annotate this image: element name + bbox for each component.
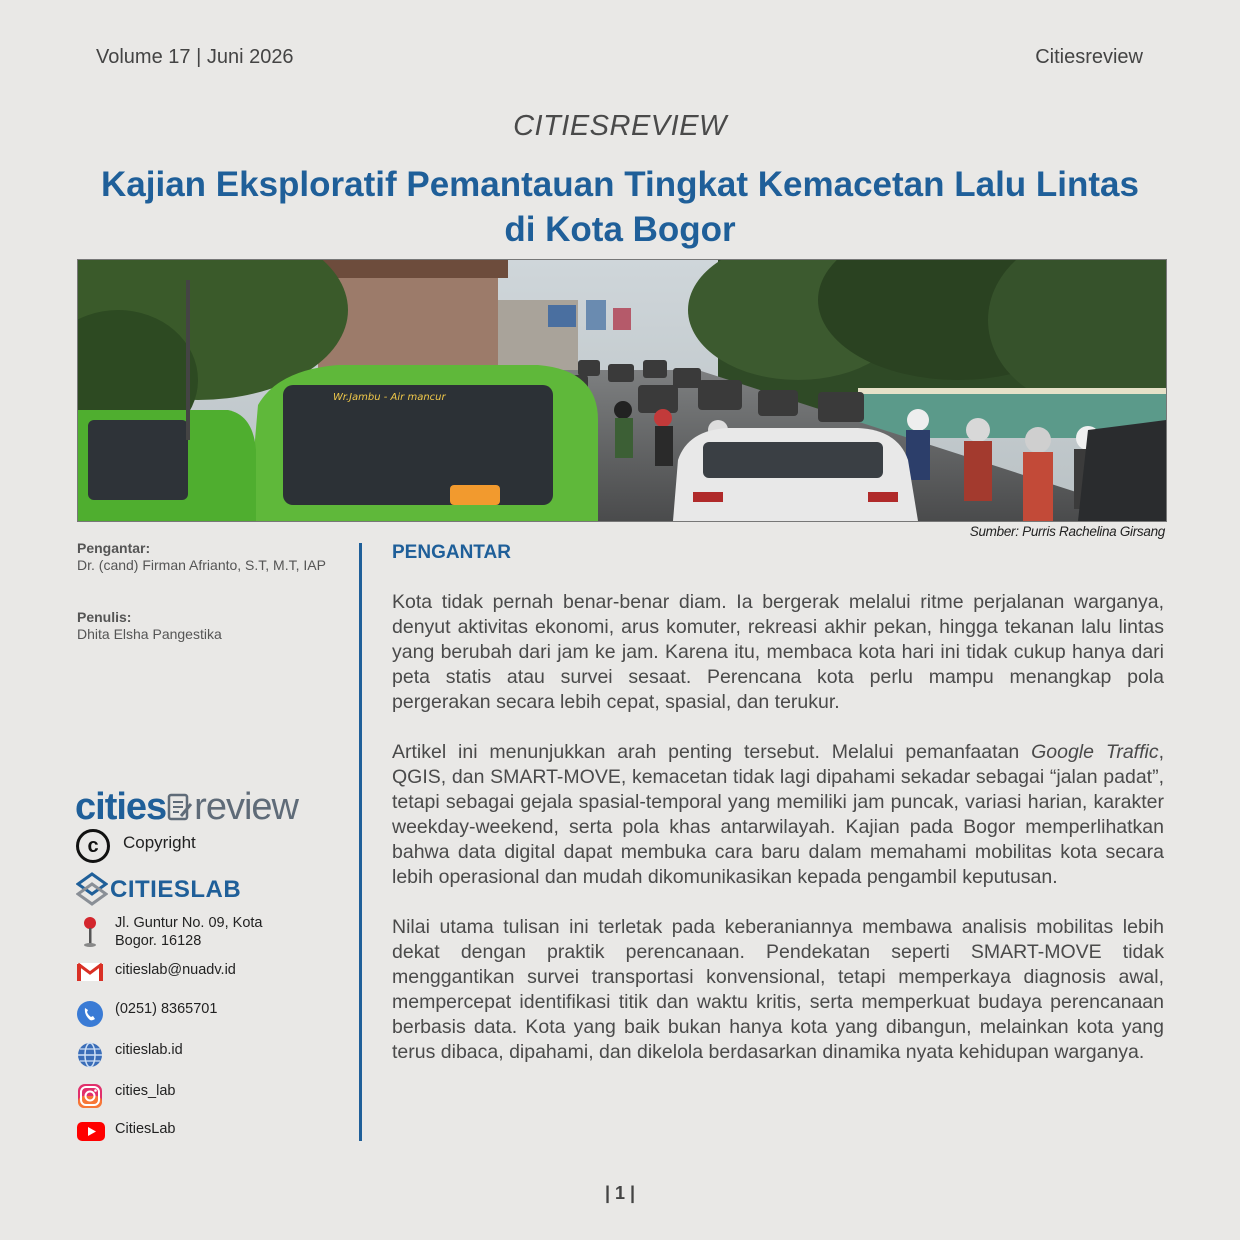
article-title: Kajian Eksploratif Pemantauan Tingkat Kemacetan Lalu Lintas di Kota Bogor: [101, 165, 1139, 249]
phone-text[interactable]: (0251) 8365701: [115, 1001, 218, 1017]
google-traffic-term: Google Traffic: [1031, 741, 1159, 763]
citieslab-name: CITIESLAB: [110, 876, 242, 903]
youtube-icon: [76, 1120, 106, 1150]
page-number: | 1 |: [604, 1183, 636, 1203]
youtube-row[interactable]: [76, 1120, 336, 1146]
citiesreview-logo: [75, 786, 298, 830]
address-text: [115, 914, 263, 950]
globe-icon: [76, 1041, 106, 1071]
paragraph-2-start: Artikel ini menunjukkan arah penting tersebut. Melalui pemanfaatan: [392, 741, 1032, 763]
email-text[interactable]: citieslab@nuadv.id: [115, 962, 236, 978]
email-row[interactable]: [76, 961, 336, 987]
youtube-text[interactable]: CitiesLab: [115, 1121, 176, 1137]
phone-row[interactable]: [76, 1000, 336, 1028]
instagram-text[interactable]: cities_lab: [115, 1083, 176, 1099]
phone-icon: [76, 1000, 106, 1030]
logo-review-text: review: [194, 786, 298, 828]
pengantar-name: Dr. (cand) Firman Afrianto, S.T, M.T, IAP: [77, 557, 326, 573]
section-heading: PENGANTAR: [392, 542, 511, 563]
paragraph-2: [392, 740, 1164, 890]
sidebar-credits: [77, 540, 352, 642]
logo-cities-text: cities: [75, 786, 167, 828]
gmail-icon: [76, 961, 106, 991]
citieslab-mark-icon: [76, 872, 108, 906]
address-row: [76, 914, 336, 954]
volume-info: Volume 17 | Juni 2026: [96, 46, 294, 68]
pengantar-label: Pengantar:: [77, 540, 151, 556]
page-header: [96, 44, 1143, 74]
article-body: [392, 590, 1164, 1090]
website-text[interactable]: citieslab.id: [115, 1042, 183, 1058]
penulis-name: Dhita Elsha Pangestika: [77, 626, 222, 642]
copyright-text: Copyright: [123, 833, 196, 852]
photo-caption: Sumber: Purris Rachelina Girsang: [969, 524, 1165, 539]
address-line-2: Bogor. 16128: [115, 933, 202, 949]
column-divider: [359, 543, 362, 1141]
copyright-icon: c: [76, 829, 110, 863]
document-pen-icon: [167, 789, 193, 832]
traffic-photo: [77, 259, 1167, 522]
paragraph-2-rest: , QGIS, dan SMART-MOVE, kemacetan tidak lagi dipahami sekadar sebagai “jalan padat”, tetapi sebagai gejala spasial-temporal yang memiliki jam puncak, variasi harian, karakter weekday-weekend, serta pola khas antarwilayah. Kajian pada Bogor memperlihatkan bahwa data digital dapat membuka cara baru dalam memahami mobilitas kota secara lebih operasional dan mudah dikomunikasikan kepada pengambil keputusan.: [392, 741, 1164, 888]
instagram-row[interactable]: [76, 1082, 336, 1110]
paragraph-3: Nilai utama tulisan ini terletak pada keberaniannya membawa analisis mobilitas lebih dekat dengan praktik perencanaan. Pendekatan seperti SMART-MOVE tidak menggantikan survei transportasi konvensional, tetapi memperkaya diagnosis awal, mempercepat identifikasi titik dan waktu kritis, serta memperkuat budaya perencanaan berbasis data. Kota yang baik bukan hanya kota yang dibangun, melainkan kota yang terus dibaca, dipahami, dan dikelola berdasarkan dinamika nyata kehidupan warganya.: [392, 916, 1164, 1063]
magazine-name: CITIESREVIEW: [513, 110, 727, 142]
address-line-1: Jl. Guntur No. 09, Kota: [115, 915, 263, 931]
header-brand: Citiesreview: [1035, 46, 1143, 68]
svg-text:Wr.Jambu - Air mancur: Wr.Jambu - Air mancur: [333, 392, 446, 403]
paragraph-1: Kota tidak pernah benar-benar diam. Ia bergerak melalui ritme perjalanan warganya, denyut aktivitas ekonomi, arus komuter, rekreasi akhir pekan, hingga tekanan lalu lintas yang berubah dari jam ke jam. Karena itu, membaca kota hari ini tidak cukup hanya dari peta statis atau survei sesaat. Perencana kota perlu mampu menangkap pola pergerakan secara lebih cepat, spasial, dan terukur.: [392, 591, 1164, 713]
citieslab-logo: [76, 872, 242, 908]
website-row[interactable]: [76, 1041, 336, 1069]
map-pin-icon: [76, 914, 106, 944]
penulis-label: Penulis:: [77, 609, 132, 625]
instagram-icon: [76, 1082, 106, 1112]
